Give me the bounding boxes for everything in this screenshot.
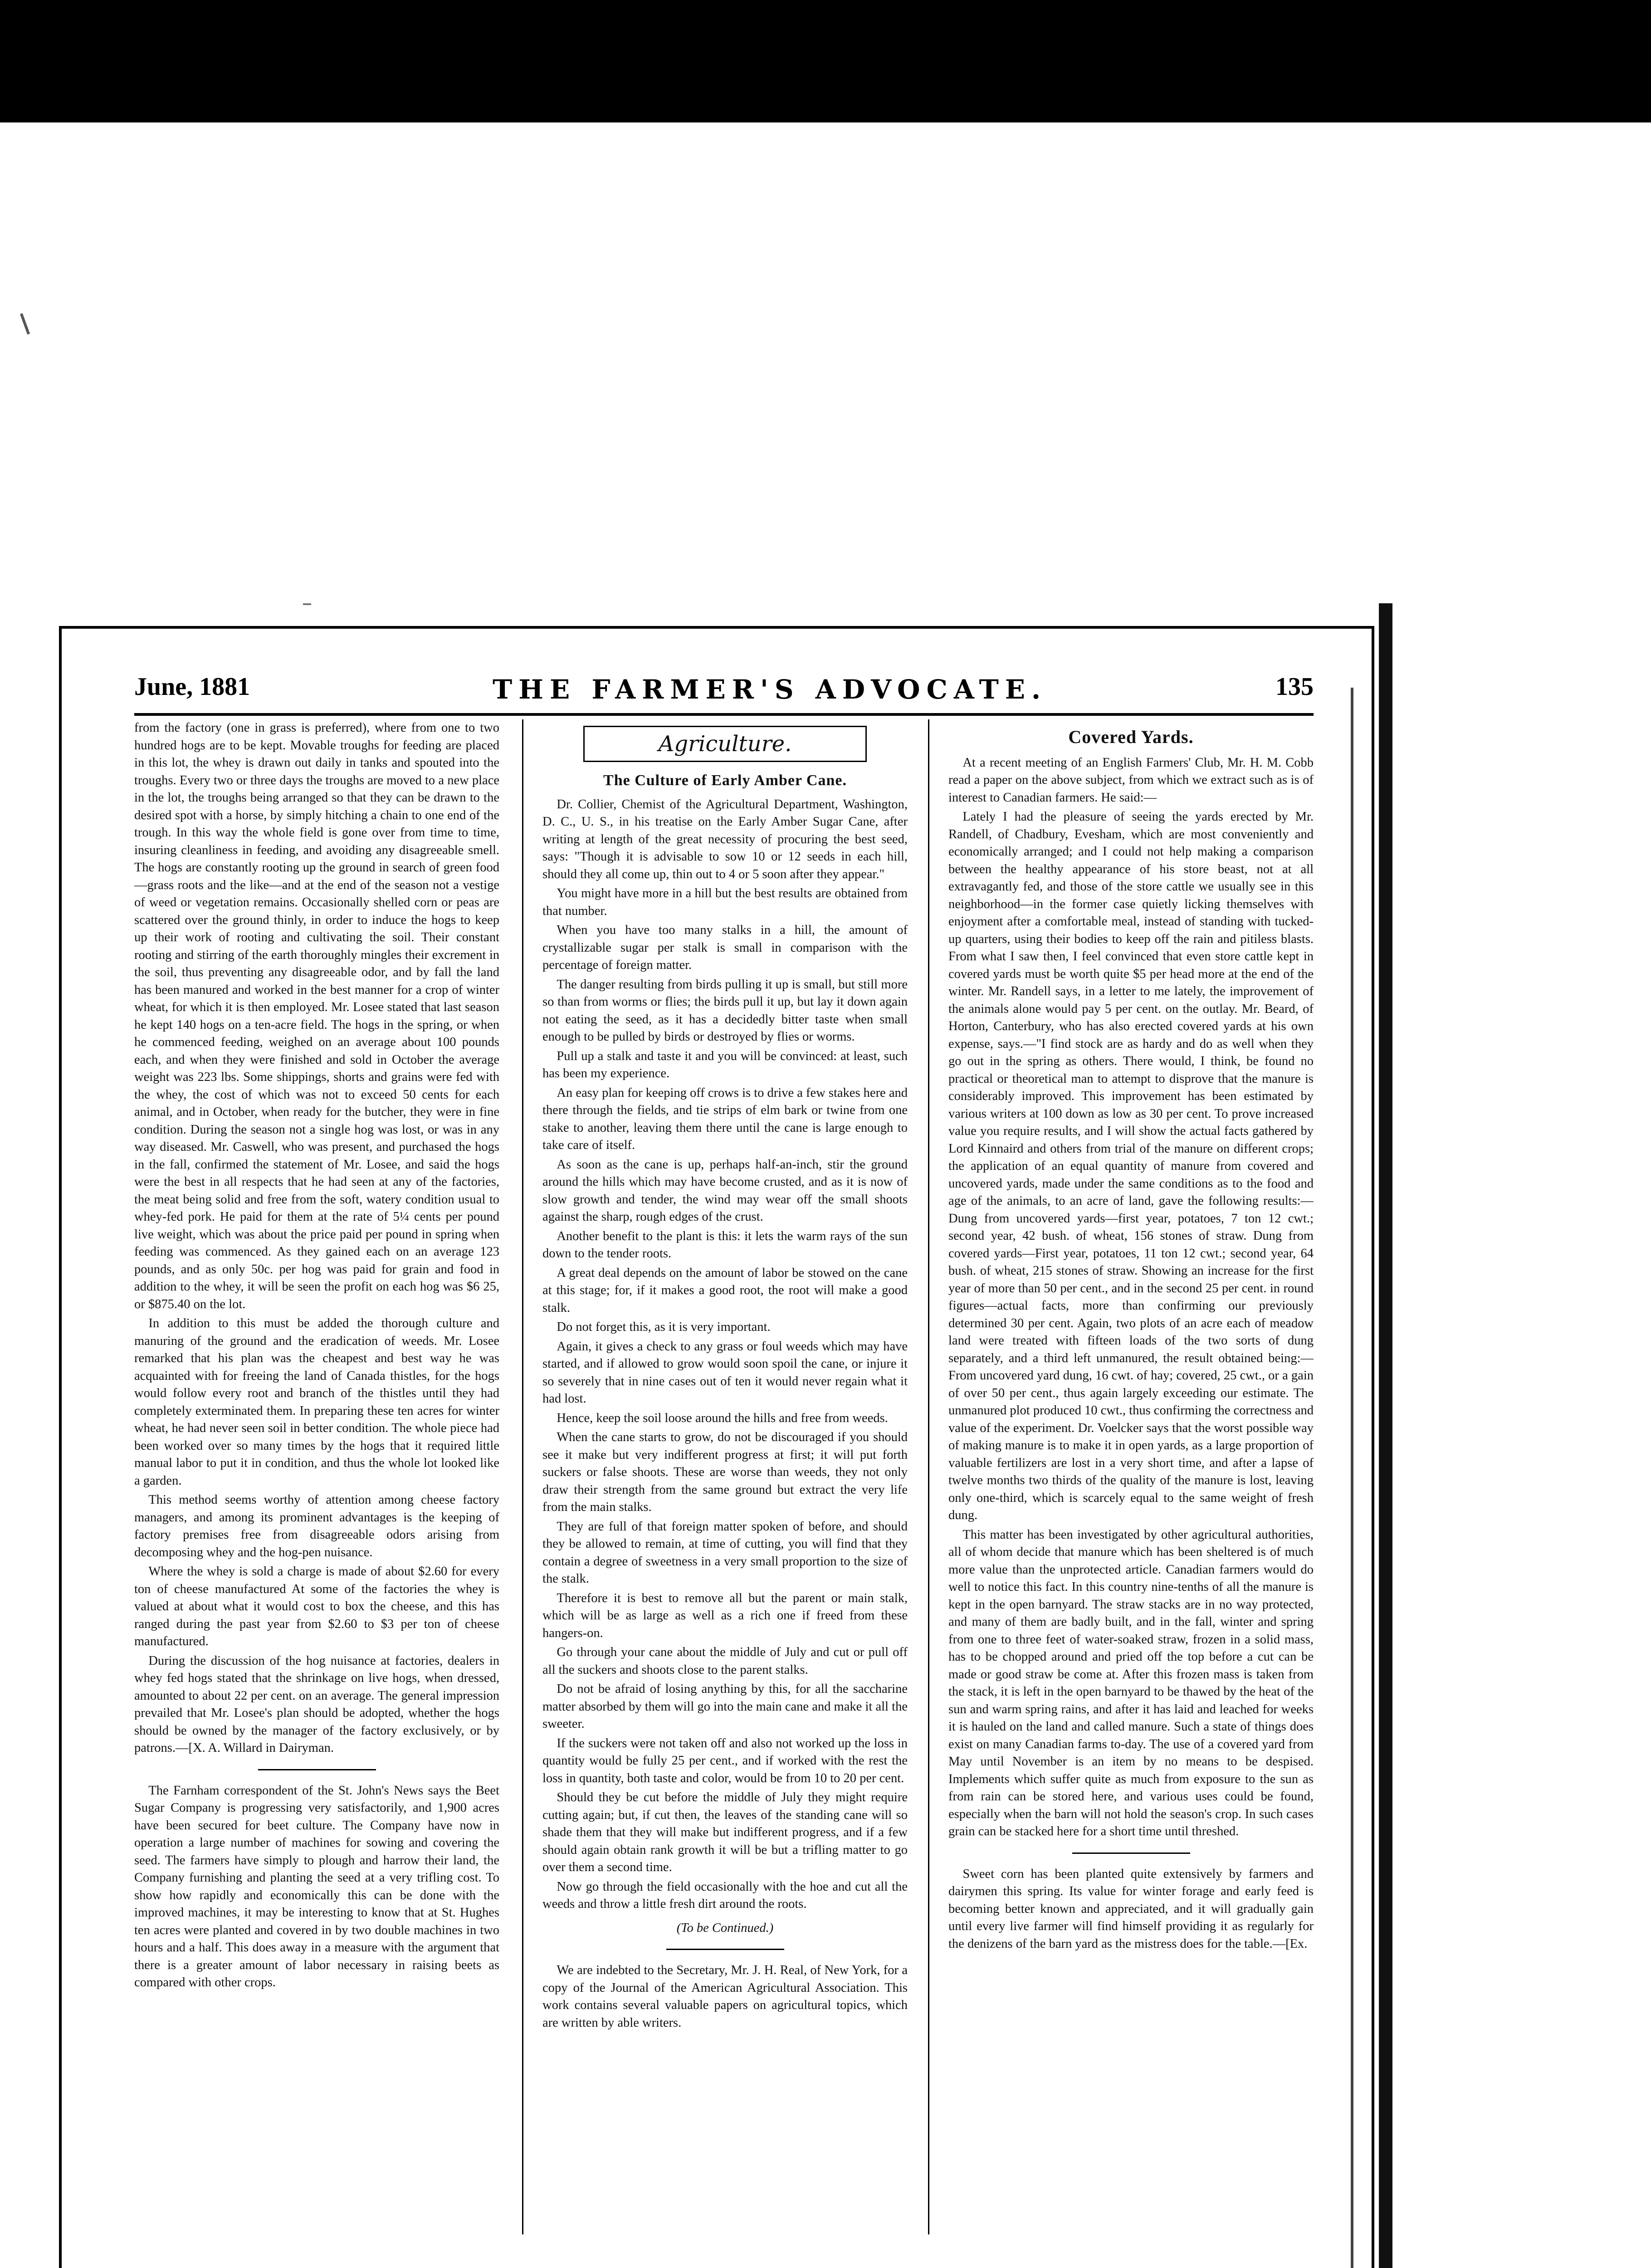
page-shadow — [1379, 603, 1392, 2268]
issue-date: June, 1881 — [134, 673, 250, 701]
column-3 — [948, 719, 1314, 2247]
article-paragraph: Go through your cane about the middle of July and cut or pull off all the suckers and shoots close to the parent stalks. — [542, 1645, 908, 1677]
article-paragraph: An easy plan for keeping off crows is to drive a few stakes here and there through the fields, and tie strips of elm bark or twine from one stake to another, leaving them there until the cane is large enough to take care of itself. — [542, 1085, 908, 1152]
column-2 — [542, 719, 908, 2247]
article-paragraph: Should they be cut before the middle of July they might require cutting again; but, if cut then, the leaves of the standing cane will so shade them that they will make but indifferent progress, and if a few should again obtain rank growth it will be but a trifling matter to go over them a second time. — [542, 1790, 908, 1874]
article-paragraph: Therefore it is best to remove all but the parent or main stalk, which will be as large as well as a rich one if freed from these hangers-on. — [542, 1591, 908, 1640]
article-paragraph: Hence, keep the soil loose around the hills and free from weeds. — [557, 1411, 888, 1425]
section-heading-agriculture: Agriculture. — [583, 726, 867, 762]
article-paragraph: Do not be afraid of losing anything by this, for all the saccharine matter absorbed by them will go into the main cane and make it all the sweeter. — [542, 1682, 908, 1731]
sweet-corn-paragraph: Sweet corn has been planted quite extensively by farmers and dairymen this spring. Its value for winter forage and early feed is becoming better known and appreciated, and it will gradually gain until every live farmer will find himself providing it as regularly for the denizens of the barn yard as the mistress does for the table.—[Ex. — [948, 1867, 1314, 1951]
article-paragraph: Again, it gives a check to any grass or foul weeds which may have started, and if allowed to grow would soon spoil the cane, or injure it so severely that in nine cases out of ten it would never regain what it had lost. — [542, 1339, 908, 1406]
article-paragraph: As soon as the cane is up, perhaps half-an-inch, stir the ground around the hills which may have become crusted, and as it is now of slow growth and tender, the wind may wear off the small shoots against the sharp, rough edges of the crust. — [542, 1157, 908, 1224]
beet-sugar-paragraph: The Farnham correspondent of the St. John's News says the Beet Sugar Company is progressing very satisfactorily, and 1,900 acres have been secured for beet culture. The Company have now in operation a large number of machines for sowing and covering the seed. The farmers have simply to plough and harrow their land, the Company furnishing and planting the seed at a very trifling cost. To show how rapidly and economically this can be done with the improved machines, it may be interesting to know that at St. Hughes ten acres were planted and covered in by two double machines in two hours and a half. This does away in a measure with the argument that there is a greater amount of labor necessary in raising beets as compared with other crops. — [134, 1783, 499, 1989]
article-paragraph: A great deal depends on the amount of labor be stowed on the cane at this stage; for, if it makes a good root, the root will make a good stalk. — [542, 1266, 908, 1315]
article-paragraph: They are full of that foreign matter spoken of before, and should they be allowed to remain, at time of cutting, you will find that they contain a degree of sweetness in a very small proportion to the size of the stalk. — [542, 1519, 908, 1586]
article-paragraph: When the cane starts to grow, do not be discouraged if you should see it make but very indifferent progress at first; it will put forth suckers or false shoots. These are worse than weeds, they not only draw their strength from the same ground but extract the very life from the main stalks. — [542, 1430, 908, 1514]
header-rule — [134, 713, 1314, 716]
scan-mark — [303, 603, 311, 605]
to-be-continued: (To be Continued.) — [676, 1921, 774, 1935]
article-paragraph: During the discussion of the hog nuisance at factories, dealers in whey fed hogs stated that the shrinkage on live hogs, when dressed, amounted to about 22 per cent. on an average. The general impression prevailed that Mr. Losee's plan should be adopted, whether the hogs should be owned by the manager of the factory exclusively, or by patrons.—[X. A. Willard in Dairyman. — [134, 1653, 499, 1755]
column-1 — [134, 719, 499, 2247]
article-paragraph: If the suckers were not taken off and also not worked up the loss in quantity would be fully 25 per cent., and if worked with the rest the loss in quantity, both taste and color, would be from 10 to 20 per cent. — [542, 1736, 908, 1785]
page-header — [134, 672, 1314, 709]
article-paragraph: The danger resulting from birds pulling it up is small, but still more so than from worms or flies; the birds pull it up, but lay it down again not eating the seed, as it has a decidedly bitter taste when small enough to be pulled by birds or destroyed by flies or worms. — [542, 977, 908, 1044]
column-divider — [522, 719, 523, 2234]
article-paragraph: In addition to this must be added the thorough culture and manuring of the ground and the eradication of weeds. Mr. Losee remarked that his plan was the cheapest and best way he was acquainted with for freeing the land of Canada thistles, for the hogs would follow every root and branch of the thistles until they had completely exterminated them. In preparing these ten acres for winter wheat, he had never seen soil in better condition. The whole piece had been worked over so many times by the hogs that it required little manual labor to put it in condition, and thus the whole lot looked like a garden. — [134, 1316, 499, 1488]
article-paragraph: At a recent meeting of an English Farmers' Club, Mr. H. M. Cobb read a paper on the above subject, from which we extract such as is of interest to Canadian farmers. He said:— — [948, 755, 1314, 805]
article-paragraph: Another benefit to the plant is this: it lets the warm rays of the sun down to the tender roots. — [542, 1229, 908, 1261]
masthead-title: THE FARMER'S ADVOCATE. — [493, 674, 1047, 705]
article-paragraph: Where the whey is sold a charge is made of about $2.60 for every ton of cheese manufactured At some of the factories the whey is valued at about what it would cost to box the cheese, and this has ranged during the past year from $2.60 to $3 per ton of cheese manufactured. — [134, 1564, 499, 1648]
column-divider — [928, 719, 929, 2234]
article-paragraph: Do not forget this, as it is very important. — [557, 1320, 771, 1334]
article-paragraph: Dr. Collier, Chemist of the Agricultural Department, Washington, D. C., U. S., in his treatise on the Early Amber Sugar Cane, after writing at length of the great necessity of procuring the best seed, says: "Though it is advisable to sow 10 or 12 seeds in each hill, should they all come up, thin out to 4 or 5 soon after they appear." — [542, 797, 908, 881]
article-paragraph: This matter has been investigated by other agricultural authorities, all of whom decide that manure which has been sheltered is of much more value than the unprotected article. Canadian farmers would do well to notice this fact. In this country nine-tenths of all the manure is kept in the open barnyard. The straw stacks are in no way protected, and many of them are badly built, and in the fall, winter and spring from one to three feet of water-soaked straw, frozen in a solid mass, has to be chopped around and pried off the top before a cut can be made or good straw be come at. After this frozen mass is taken from the stack, it is left in the open barnyard to be thawed by the heat of the sun and warm spring rains, and after it has laid and leached for weeks it is hauled on the land and called manure. Such a state of things does exist on many Canadian farms to-day. The use of a covered yard from May until November is an item by no means to be despised. Implements which suffer quite as much from exposure to the sun as from rain can be stored here, and various uses could be found, especially when the barn will not hold the season's crop. In such cases grain can be stacked here for a short time until threshed. — [948, 1527, 1314, 1838]
article-title: Covered Yards. — [1068, 727, 1194, 747]
article-paragraph: When you have too many stalks in a hill, the amount of crystallizable sugar per stalk is small in comparison with the percentage of foreign matter. — [542, 923, 908, 972]
newspaper-page — [59, 626, 1374, 2268]
article-paragraph: Now go through the field occasionally with the hoe and cut all the weeds and throw a little fresh dirt around the roots. — [542, 1879, 908, 1911]
article-paragraph: This method seems worthy of attention among cheese factory managers, and among its prominent advantages is the keeping of factory premises free from disagreeable odors arising from decomposing whey and the hog-pen nuisance. — [134, 1493, 499, 1559]
article-paragraph: Pull up a stalk and taste it and you will be convinced: at least, such has been my experience. — [542, 1049, 908, 1080]
page-number: 135 — [1275, 673, 1314, 701]
article-separator — [258, 1769, 376, 1770]
article-paragraph: You might have more in a hill but the best results are obtained from that number. — [542, 886, 908, 918]
article-separator — [666, 1949, 784, 1950]
article-title: The Culture of Early Amber Cane. — [603, 772, 847, 789]
page-edge — [1351, 688, 1353, 2268]
article-paragraph: from the factory (one in grass is preferred), where from one to two hundred hogs are to be kept. Movable troughs for feeding are placed in this lot, the whey is drawn out daily in tanks and spouted into the troughs. Every two or three days the troughs are moved to a new place in the lot, the troughs being arranged so that they can be drawn to the desired spot with a horse, by simply hitching a chain to one end of the trough. In this way the whole field is gone over from time to time, insuring cleanliness in feeding, and avoiding any disagreeable smell. The hogs are constantly rooting up the ground in search of green food—grass roots and the like—and at the end of the season not a vestige of weed or vegetation remains. Occasionally shelled corn or peas are scattered over the ground thinly, in order to induce the hogs to keep up their work of rooting and cultivating the soil. Their constant rooting and stirring of the earth thoroughly mingles their excrement in the soil, thus preventing any disagreeable odor, and by fall the land has been manured and worked in the best manner for a crop of winter wheat, for which it is then employed. Mr. Losee stated that last season he kept 140 hogs on a ten-acre field. The hogs in the spring, or when he commenced feeding, weighed on an average about 100 pounds each, and when they were finished and sold in October the average weight was 223 lbs. Some shippings, shorts and grains were fed with the whey, the cost of which was not to exceed 50 cents for each animal, and in October, when ready for the butcher, they were in fine condition. During the season not a single hog was lost, or was in any way diseased. Mr. Caswell, who was present, and purchased the hogs in the fall, confirmed the statement of Mr. Losee, and said the hogs were the best in all respects that he had seen at any of the factories, the meat being solid and free from the soft, watery condition usual to whey-fed pork. He paid for them at the rate of 5¼ cents per pound live weight, which was about the price paid per pound in spring when feeding was commenced. As they gained each on an average 123 pounds, and as only 50c. per hog was paid for grain and food in addition to the whey, it will be seen the profit on each hog was $6 25, or $875.40 on the lot. — [134, 721, 499, 1311]
indebted-paragraph: We are indebted to the Secretary, Mr. J. H. Real, of New York, for a copy of the Journal of the American Agricultural Association. This work contains several valuable papers on agricultural topics, which are written by able writers. — [542, 1963, 908, 2030]
article-separator — [1072, 1853, 1190, 1854]
article-paragraph: Lately I had the pleasure of seeing the yards erected by Mr. Randell, of Chadbury, Evesham, which are most conveniently and economically arranged; and I could not help making a comparison between the healthy appearance of his store beast, not at all extravagantly fed, and those of the store cattle we usually see in this neighborhood—in the former case quietly licking themselves with enjoyment after a comfortable meal, instead of standing with tucked-up quarters, using their bodies to keep off the rain and pitiless blasts. From what I saw then, I feel convinced that even store cattle kept in covered yards must be worth quite $5 per head more at the end of the winter. Mr. Randell says, in a letter to me lately, the improvement of the animals alone would pay 5 per cent. on the outlay. Mr. Beard, of Horton, Canterbury, who has also erected covered yards at his own expense, says.—"I find stock are as hardy and do as well when they go out in the spring as others. There would, I think, be found no practical or theoretical man to attempt to disprove that the manure is considerably improved. This improvement has been estimated by various writers at 100 down as low as 30 per cent. To prove increased value you require results, and I will show the actual facts gathered by Lord Kinnaird and others from trial of the manure on different crops; the application of an equal quantity of manure from covered and uncovered yards, made under the same conditions as to the food and age of the animals, to an acre of land, gave the following results:—Dung from uncovered yards—first year, potatoes, 7 ton 12 cwt.; second year, 42 bush. of wheat, 156 stones of straw. Dung from covered yards—First year, potatoes, 11 ton 12 cwt.; second year, 64 bush. of wheat, 215 stones of straw. Showing an increase for the first year of more than 50 per cent., and in the second 25 per cent. in round figures—actual facts, more than confirming our previously determined 30 per cent. Again, two plots of an acre each of meadow land were treated with fifteen loads of the two sorts of dung separately, and a third left unmanured, the result obtained being:—From uncovered yard dung, 16 cwt. of hay; covered, 25 cwt., or a gain of over 50 per cent., thus again largely exceeding our estimate. The unmanured plot produced 10 cwt., thus confirming the correctness and value of the experiment. Dr. Voelcker says that the worst possible way of making manure is to make it in open yards, as a large proportion of valuable fertilizers are lost in a very short time, and after a lapse of twelve months two thirds of the quality of the manure is lost, leaving only one-third, which is scarcely equal to the same weight of fresh dung. — [948, 810, 1314, 1522]
